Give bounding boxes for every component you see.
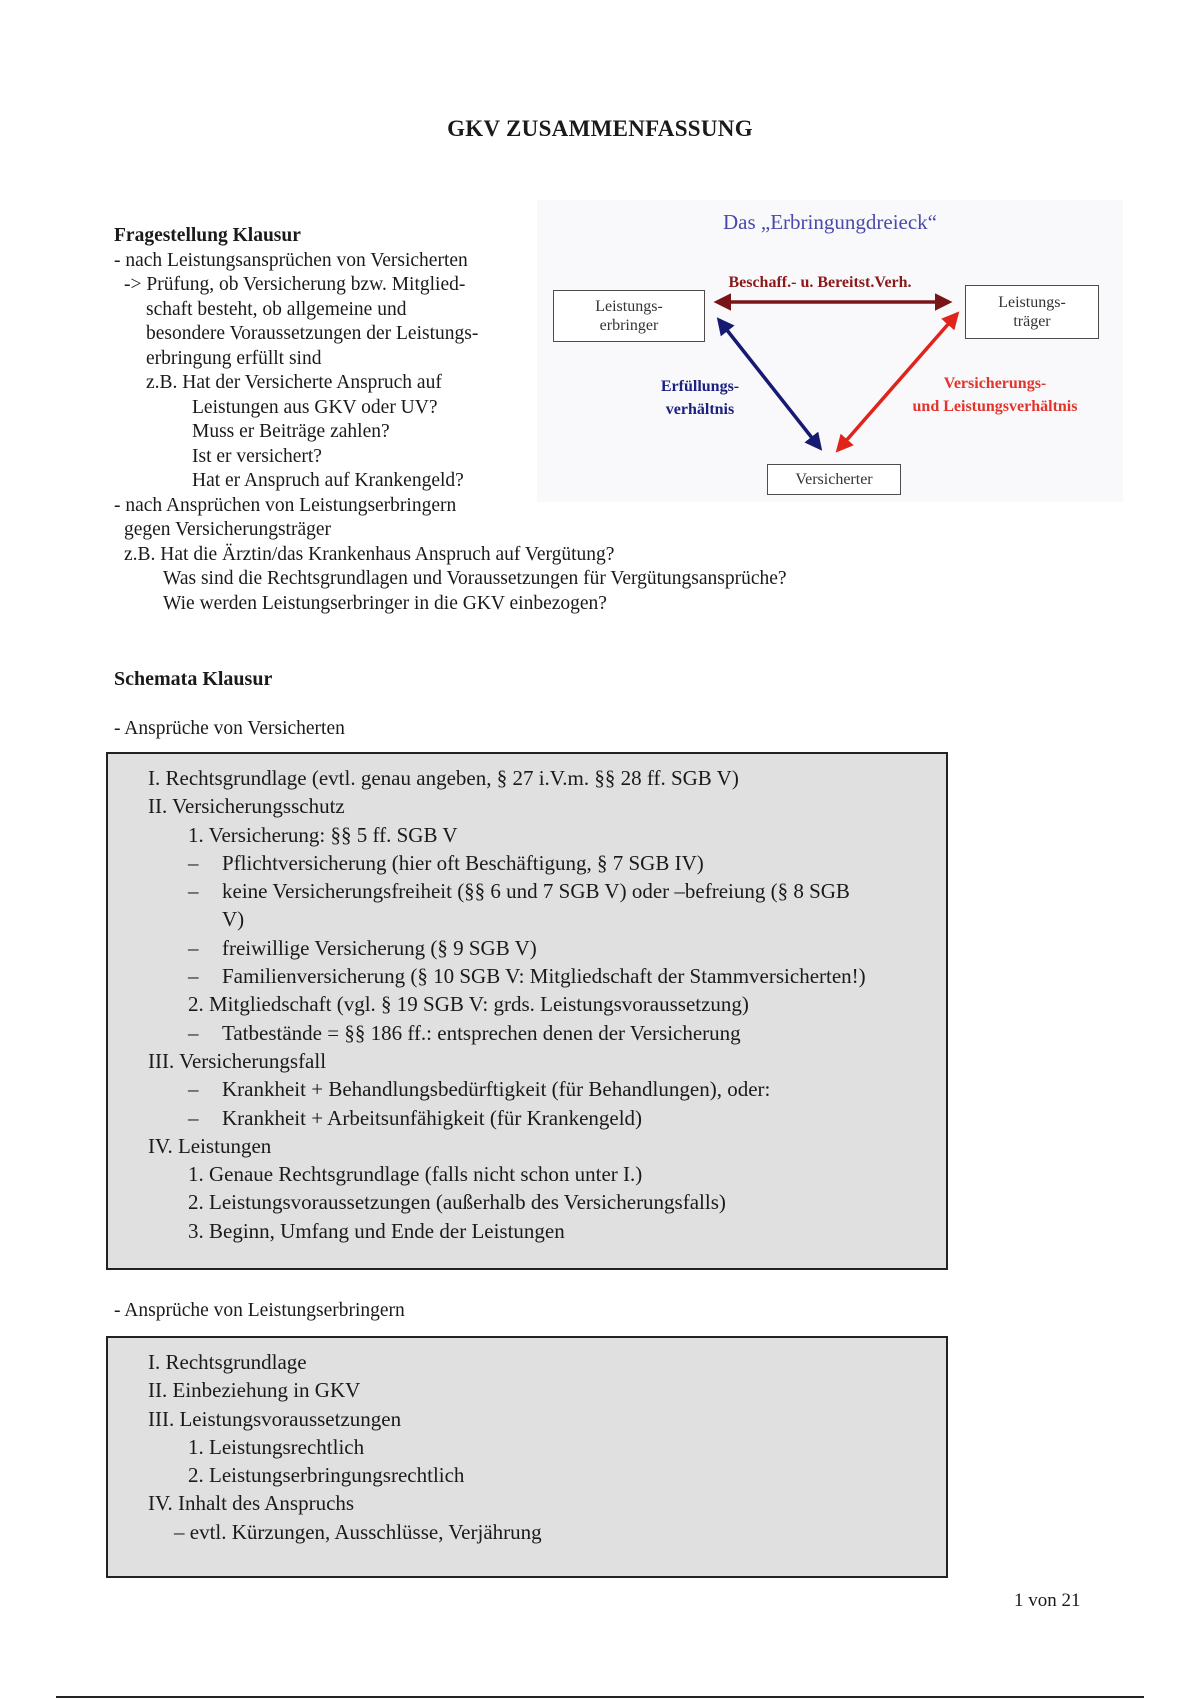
schema-bullet: – keine Versicherungsfreiheit (§§ 6 und 7 SGB V) oder –befreiung (§ 8 SGB <box>188 879 850 904</box>
footer-rule <box>56 1696 1144 1698</box>
provider-claims-box <box>106 1336 948 1578</box>
question-line: -> Prüfung, ob Versicherung bzw. Mitglied- <box>124 274 466 295</box>
schema-line: II. Einbeziehung in GKV <box>148 1378 361 1403</box>
node-leistungstraeger <box>965 285 1099 339</box>
node-leistungserbringer-line: Leistungs- <box>595 298 663 315</box>
schema-line: III. Leistungsvoraussetzungen <box>148 1406 402 1431</box>
schema-bullet: – freiwillige Versicherung (§ 9 SGB V) <box>188 935 537 960</box>
node-versicherter-label: Versicherter <box>795 471 873 488</box>
label-erfuellungsverhaeltnis-line: verhältnis <box>665 401 735 418</box>
schema-bullet-text: Krankheit + Arbeitsunfähigkeit (für Krankengeld) <box>222 1105 643 1130</box>
label-versicherungsverhaeltnis-line: Versicherungs- <box>943 375 1047 392</box>
diagram-title: Das „Erbringungdreieck“ <box>723 210 937 234</box>
question-line: Ist er versichert? <box>192 445 322 467</box>
schema-line: II. Versicherungsschutz <box>148 794 345 819</box>
schema-line: 2. Leistungserbringungsrechtlich <box>188 1463 465 1488</box>
schema-line: 1. Leistungsrechtlich <box>188 1434 365 1459</box>
insured-claims-box <box>106 752 948 1270</box>
schema-line: I. Rechtsgrundlage (evtl. genau angeben, § 27 i.V.m. §§ 28 ff. SGB V) <box>148 766 739 790</box>
label-erfuellungsverhaeltnis-line: Erfüllungs- <box>660 378 740 395</box>
page-title: GKV ZUSAMMENFASSUNG <box>447 116 753 141</box>
erbringungsdreieck-diagram <box>537 200 1123 502</box>
schema-bullet-text: freiwillige Versicherung (§ 9 SGB V) <box>222 935 537 960</box>
label-erfuellungsverhaeltnis <box>645 375 755 421</box>
question-line: Hat er Anspruch auf Krankengeld? <box>192 470 464 491</box>
schema-bullet-text: Pflichtversicherung (hier oft Beschäftigung, § 7 SGB IV) <box>222 850 704 875</box>
question-line: z.B. Hat der Versicherte Anspruch auf <box>146 372 442 393</box>
schema-line: 2. Mitgliedschaft (vgl. § 19 SGB V: grds. Leistungsvoraussetzung) <box>188 992 749 1017</box>
diagram-arrows <box>537 200 1123 502</box>
schema-bullet: – Pflichtversicherung (hier oft Beschäftigung, § 7 SGB IV) <box>188 850 704 875</box>
schema-bullet-text: Familienversicherung (§ 10 SGB V: Mitgliedschaft der Stammversicherten!) <box>222 964 866 989</box>
label-versicherungsverhaeltnis <box>877 372 1113 418</box>
questions-heading: Fragestellung Klausur <box>114 225 301 246</box>
provider-claims-label: - Ansprüche von Leistungserbringern <box>114 1300 405 1321</box>
question-line: Was sind die Rechtsgrundlagen und Voraussetzungen für Vergütungsansprüche? <box>163 568 787 589</box>
schema-bullet: – Krankheit + Arbeitsunfähigkeit (für Krankengeld) <box>188 1105 643 1130</box>
schema-line: 3. Beginn, Umfang und Ende der Leistungen <box>188 1218 565 1243</box>
question-line: z.B. Hat die Ärztin/das Krankenhaus Anspruch auf Vergütung? <box>124 543 615 565</box>
node-versicherter <box>767 464 901 495</box>
schemata-heading: Schemata Klausur <box>114 668 273 690</box>
schema-line: III. Versicherungsfall <box>148 1048 327 1073</box>
insured-claims-label: - Ansprüche von Versicherten <box>114 718 345 739</box>
node-leistungserbringer-line: erbringer <box>599 317 659 334</box>
question-line: gegen Versicherungsträger <box>124 519 332 540</box>
node-leistungstraeger-line: träger <box>1013 313 1051 330</box>
question-line: - nach Leistungsansprüchen von Versicherten <box>114 249 468 271</box>
schema-bullet: – Krankheit + Behandlungsbedürftigkeit (für Behandlungen), oder: <box>188 1077 771 1102</box>
schema-bullet-text: keine Versicherungsfreiheit (§§ 6 und 7 SGB V) oder –befreiung (§ 8 SGB <box>222 879 850 904</box>
question-line: schaft besteht, ob allgemeine und <box>146 298 407 320</box>
question-line: Muss er Beiträge zahlen? <box>192 421 390 442</box>
schema-bullet-text: Tatbestände = §§ 186 ff.: entsprechen denen der Versicherung <box>222 1020 741 1045</box>
schema-line: I. Rechtsgrundlage <box>148 1350 307 1374</box>
question-line: erbringung erfüllt sind <box>146 347 322 369</box>
schema-bullet: – Familienversicherung (§ 10 SGB V: Mitgliedschaft der Stammversicherten!) <box>188 964 866 989</box>
schema-line: 1. Genaue Rechtsgrundlage (falls nicht schon unter I.) <box>188 1162 643 1187</box>
label-beschaffung: Beschaff.- u. Bereitst.Verh. <box>728 274 912 291</box>
label-versicherungsverhaeltnis-line: und Leistungsverhältnis <box>912 398 1078 415</box>
schema-line: – evtl. Kürzungen, Ausschlüsse, Verjährung <box>174 1519 542 1544</box>
schema-line: 1. Versicherung: §§ 5 ff. SGB V <box>188 822 458 847</box>
question-line: besondere Voraussetzungen der Leistungs- <box>146 323 479 344</box>
question-line: Wie werden Leistungserbringer in die GKV einbezogen? <box>163 592 607 614</box>
schema-line: V) <box>222 907 245 932</box>
schema-line: IV. Leistungen <box>148 1133 272 1158</box>
node-leistungserbringer <box>553 290 705 342</box>
question-line: Leistungen aus GKV oder UV? <box>192 396 438 418</box>
page-number: 1 von 21 <box>1014 1590 1081 1611</box>
question-line: - nach Ansprüchen von Leistungserbringern <box>114 494 457 516</box>
node-leistungstraeger-line: Leistungs- <box>998 294 1066 311</box>
schema-line: 2. Leistungsvoraussetzungen (außerhalb des Versicherungsfalls) <box>188 1190 726 1215</box>
schema-bullet: – Tatbestände = §§ 186 ff.: entsprechen denen der Versicherung <box>188 1020 741 1045</box>
schema-bullet-text: Krankheit + Behandlungsbedürftigkeit (für Behandlungen), oder: <box>222 1077 771 1102</box>
schema-line: IV. Inhalt des Anspruchs <box>148 1491 355 1516</box>
